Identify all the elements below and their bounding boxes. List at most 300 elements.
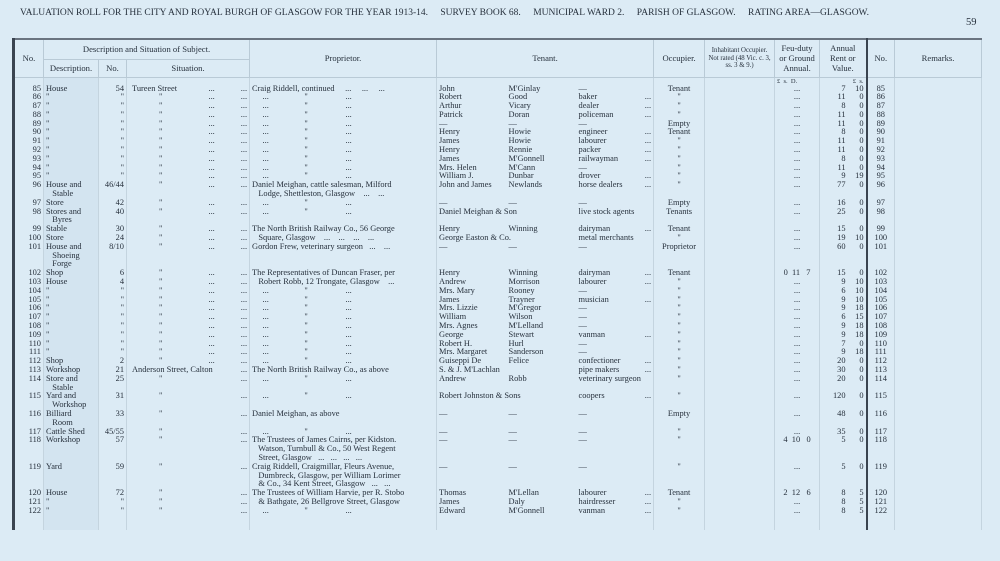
row-situation-cell — [127, 155, 250, 164]
row-situation: " — [159, 197, 163, 207]
row-feu-duty: ... — [775, 93, 820, 102]
row-number-right: 106 — [867, 304, 895, 313]
row-tenant-occupation-cell — [577, 436, 654, 462]
row-feu-duty: 0 11 7 — [775, 269, 820, 278]
row-number: 100 — [14, 234, 44, 243]
row-description: " — [44, 172, 99, 181]
annual-units: £ s. — [820, 77, 867, 85]
situation-dots-1: ... — [208, 127, 215, 137]
row-street-number: " — [99, 287, 127, 296]
annual-shillings: 10 — [855, 233, 864, 243]
row-description: Workshop — [44, 436, 99, 462]
row-number: 112 — [14, 357, 44, 366]
situation-wrap — [129, 243, 247, 252]
row-occupier: " — [654, 463, 705, 489]
row-inhabitant-occupier — [705, 463, 775, 489]
row-number-right: 107 — [867, 313, 895, 322]
row-proprietor: Craig Riddell, Craigmillar, Fleurs Avenue, Dumbreck, Glasgow, per William Lorimer & Co., 34 Kent Street, Glasgow ... ... — [250, 463, 437, 489]
row-street-number: " — [99, 172, 127, 181]
row-tenant-occupation: hairdresser — [578, 496, 616, 506]
occupation-wrap — [579, 181, 652, 190]
situation-dots-2: ... — [240, 241, 248, 251]
situation-leaders — [241, 375, 247, 384]
situation-wrap — [129, 93, 247, 102]
page-number: 59 — [966, 17, 977, 28]
row-number-right: 121 — [867, 498, 895, 507]
row-tenant-occupation: coopers — [578, 391, 605, 401]
situation-wrap — [129, 199, 247, 208]
row-tenant-occupation: — — [578, 83, 587, 93]
situation-dots-2: ... — [240, 92, 248, 102]
situation-dots-1: ... — [208, 268, 215, 278]
row-description: Store — [44, 199, 99, 208]
situation-dots-1: ... — [208, 321, 215, 331]
row-street-number: 42 — [99, 199, 127, 208]
row-occupier: Tenant — [654, 489, 705, 498]
row-feu-duty: ... — [775, 181, 820, 199]
situation-dots-1: ... — [208, 162, 215, 172]
row-tenant-occupation-cell — [577, 331, 654, 340]
annual-pounds: 15 — [837, 268, 846, 278]
situation-dots-1: ... — [208, 153, 215, 163]
row-situation-cell — [127, 137, 250, 146]
row-description: " — [44, 322, 99, 331]
row-situation: " — [159, 92, 163, 102]
row-tenant-surname: M'Gregor — [508, 303, 542, 313]
annual-pounds: 48 — [837, 408, 846, 418]
row-tenant-first-name: William J. — [439, 171, 474, 181]
row-description: House and Stable — [44, 181, 99, 199]
row-tenant-first-name: Daniel Meighan & Son — [439, 206, 517, 216]
annual-pounds: 7 — [841, 338, 846, 348]
row-occupier: " — [654, 111, 705, 120]
row-tenant-surname: M'Gonnell — [508, 153, 545, 163]
annual-shillings: 0 — [859, 145, 864, 155]
row-feu-duty: ... — [775, 410, 820, 428]
row-situation: " — [159, 496, 163, 506]
row-street-number: " — [99, 102, 127, 111]
situation-wrap — [129, 507, 247, 516]
row-proprietor: Gordon Frew, veterinary surgeon ... ... — [250, 243, 437, 269]
row-remarks — [895, 331, 982, 340]
header-proprietor: Proprietor. — [250, 39, 437, 77]
annual-pounds: 8 — [841, 488, 846, 498]
row-inhabitant-occupier — [705, 155, 775, 164]
row-tenant-surname: Trayner — [508, 294, 535, 304]
row-number-right: 115 — [867, 392, 895, 410]
row-situation: " — [159, 127, 163, 137]
row-tenant-occupation: policeman — [578, 109, 614, 119]
row-description: " — [44, 331, 99, 340]
row-street-number: 40 — [99, 208, 127, 226]
row-situation: " — [159, 347, 163, 357]
row-tenant-first-name: Patrick — [439, 109, 463, 119]
annual-pounds: 9 — [841, 321, 846, 331]
occupation-wrap — [579, 234, 652, 243]
row-remarks — [895, 392, 982, 410]
row-tenant-first-name: William — [439, 312, 467, 322]
row-tenant-surname: Winning — [508, 268, 538, 278]
situation-dots-1: ... — [208, 109, 215, 119]
row-inhabitant-occupier — [705, 498, 775, 507]
row-inhabitant-occupier — [705, 164, 775, 173]
spacer-cell — [867, 516, 895, 530]
row-number-right: 103 — [867, 278, 895, 287]
situation-dots-2: ... — [240, 285, 248, 295]
situation-dots-1: ... — [208, 241, 215, 251]
row-situation: " — [159, 171, 163, 181]
annual-shillings: 19 — [855, 171, 864, 181]
header-occupier: Occupier. — [654, 39, 705, 77]
row-occupier: Empty — [654, 410, 705, 428]
situation-wrap — [129, 120, 247, 129]
occupation-dots: ... — [644, 180, 652, 190]
row-number: 106 — [14, 304, 44, 313]
row-proprietor: ... " ... — [250, 304, 437, 313]
row-street-number: 2 — [99, 357, 127, 366]
row-number: 117 — [14, 428, 44, 437]
situation-wrap — [129, 489, 247, 498]
occupation-dots: ... — [644, 109, 652, 119]
row-feu-duty: ... — [775, 392, 820, 410]
row-situation: " — [159, 373, 163, 383]
situation-dots-2: ... — [240, 338, 248, 348]
row-situation-cell — [127, 366, 250, 375]
header-description: Description. — [44, 59, 99, 77]
row-description: Billiard Room — [44, 410, 99, 428]
row-annual-value-cell — [820, 436, 867, 462]
row-tenant-surname — [507, 208, 577, 226]
row-occupier: " — [654, 428, 705, 437]
row-tenant-occupation-cell — [577, 155, 654, 164]
row-tenant-first-name: Robert — [439, 92, 462, 102]
row-proprietor: ... " ... — [250, 348, 437, 357]
row-description: " — [44, 498, 99, 507]
occupation-wrap — [579, 340, 652, 349]
row-description: Cattle Shed — [44, 428, 99, 437]
row-remarks — [895, 348, 982, 357]
header-feu-duty: Feu-duty or Ground Annual. — [775, 39, 820, 77]
situation-dots-2: ... — [240, 171, 248, 181]
row-feu-duty: ... — [775, 225, 820, 234]
row-situation-cell — [127, 199, 250, 208]
row-tenant-surname: Wilson — [508, 312, 533, 322]
row-street-number: " — [99, 322, 127, 331]
occupation-dots: ... — [644, 365, 652, 374]
situation-wrap — [129, 128, 247, 137]
row-remarks — [895, 375, 982, 393]
row-proprietor: ... " ... — [250, 375, 437, 393]
row-number-right: 99 — [867, 225, 895, 234]
situation-wrap — [129, 155, 247, 164]
row-situation-cell — [127, 428, 250, 437]
annual-pounds: 8 — [841, 153, 846, 163]
annual-pounds: 9 — [841, 171, 846, 181]
occupation-dots: ... — [644, 92, 652, 102]
row-number-right: 114 — [867, 375, 895, 393]
row-street-number: " — [99, 120, 127, 129]
row-street-number: 46/44 — [99, 181, 127, 199]
row-tenant-occupation: — — [578, 347, 587, 357]
situation-dots-1: ... — [208, 118, 215, 128]
row-tenant-surname: Morrison — [508, 277, 540, 287]
annual-pounds: 16 — [837, 197, 846, 207]
row-feu-duty: 4 10 0 — [775, 436, 820, 462]
occupation-wrap — [579, 208, 652, 217]
row-number: 107 — [14, 313, 44, 322]
situation-wrap — [129, 392, 247, 401]
situation-dots-1: ... — [208, 101, 215, 111]
row-tenant-first-name: Robert H. — [439, 338, 473, 348]
annual-value — [822, 181, 864, 190]
row-number: 94 — [14, 164, 44, 173]
row-inhabitant-occupier — [705, 102, 775, 111]
row-tenant-occupation: labourer — [578, 136, 607, 146]
row-street-number: 4 — [99, 278, 127, 287]
row-tenant-surname: Newlands — [508, 180, 543, 190]
annual-shillings: 15 — [855, 312, 864, 322]
row-remarks — [895, 463, 982, 489]
situation-leaders — [241, 463, 247, 472]
row-occupier: Tenant — [654, 85, 705, 94]
situation-dots-2: ... — [240, 373, 248, 383]
row-description: Stores and Byres — [44, 208, 99, 226]
annual-shillings: 18 — [855, 329, 864, 339]
row-tenant-occupation-cell — [577, 243, 654, 269]
row-proprietor: The Representatives of Duncan Fraser, per — [250, 269, 437, 278]
row-occupier: " — [654, 375, 705, 393]
annual-pounds: 20 — [837, 356, 846, 366]
row-description: " — [44, 313, 99, 322]
row-tenant-first-name: Henry — [439, 127, 460, 137]
row-situation-cell — [127, 146, 250, 155]
row-tenant-first-name: Mrs. Margaret — [439, 347, 488, 357]
header-description-group: Description and Situation of Subject. — [44, 39, 250, 59]
annual-pounds: 25 — [837, 206, 846, 216]
annual-pounds: 11 — [837, 92, 846, 102]
situation-wrap — [129, 287, 247, 296]
row-occupier: " — [654, 278, 705, 287]
row-tenant-first-name: — — [439, 118, 448, 128]
situation-dots-2: ... — [240, 145, 248, 155]
annual-pounds: 11 — [837, 118, 846, 128]
annual-shillings: 0 — [859, 356, 864, 366]
situation-dots-2: ... — [240, 303, 248, 313]
row-number-right: 96 — [867, 181, 895, 199]
row-street-number: 8/10 — [99, 243, 127, 269]
row-remarks — [895, 155, 982, 164]
row-feu-duty: ... — [775, 146, 820, 155]
row-tenant-occupation-cell — [577, 296, 654, 305]
row-number-right: 120 — [867, 489, 895, 498]
row-inhabitant-occupier — [705, 85, 775, 94]
row-inhabitant-occupier — [705, 340, 775, 349]
annual-shillings: 0 — [859, 268, 864, 278]
row-tenant-occupation-cell — [577, 304, 654, 313]
situation-wrap — [129, 225, 247, 234]
row-tenant-first-name: — — [439, 197, 448, 207]
row-description: Stable — [44, 225, 99, 234]
row-feu-duty: ... — [775, 199, 820, 208]
table-row — [14, 507, 982, 516]
row-inhabitant-occupier — [705, 296, 775, 305]
table-row — [14, 208, 982, 226]
row-description: " — [44, 137, 99, 146]
row-tenant-surname: Doran — [508, 109, 530, 119]
row-tenant-occupation-cell — [577, 111, 654, 120]
row-situation: " — [159, 277, 163, 287]
situation-dots-2: ... — [240, 153, 248, 163]
row-tenant-occupation: pipe makers — [578, 365, 620, 374]
row-proprietor: ... " ... — [250, 120, 437, 129]
occupation-wrap — [579, 111, 652, 120]
row-occupier: " — [654, 340, 705, 349]
row-number: 122 — [14, 507, 44, 516]
row-tenant-occupation: — — [578, 408, 587, 418]
row-tenant-surname: Hurl — [508, 338, 524, 348]
row-description: Yard — [44, 463, 99, 489]
situation-dots-1: ... — [208, 83, 215, 93]
row-description: Yard and Workshop — [44, 392, 99, 410]
annual-shillings: 0 — [859, 391, 864, 401]
row-description: " — [44, 304, 99, 313]
situation-dots-1: ... — [208, 224, 215, 234]
occupation-wrap — [579, 428, 652, 437]
situation-dots-2: ... — [240, 356, 248, 366]
row-occupier: " — [654, 331, 705, 340]
row-situation: " — [159, 241, 163, 251]
row-description: " — [44, 93, 99, 102]
row-feu-duty: ... — [775, 428, 820, 437]
situation-dots-1: ... — [208, 338, 215, 348]
annual-pounds: 35 — [837, 426, 846, 436]
row-situation-cell — [127, 296, 250, 305]
row-occupier: " — [654, 93, 705, 102]
header-no: No. — [14, 39, 44, 77]
annual-pounds: 6 — [841, 312, 846, 322]
occupation-dots: ... — [644, 488, 652, 498]
row-description: " — [44, 348, 99, 357]
row-description: " — [44, 155, 99, 164]
row-street-number: " — [99, 498, 127, 507]
row-tenant-occupation: — — [578, 338, 587, 348]
occupation-wrap — [579, 463, 652, 472]
row-tenant-first-name: Mrs. Helen — [439, 162, 477, 172]
row-inhabitant-occupier — [705, 489, 775, 498]
row-number-right: 85 — [867, 85, 895, 94]
row-proprietor: ... " ... — [250, 164, 437, 173]
occupation-dots: ... — [644, 101, 652, 111]
row-situation: " — [159, 224, 163, 234]
situation-dots-2: ... — [240, 277, 248, 287]
row-number: 90 — [14, 128, 44, 137]
row-remarks — [895, 85, 982, 94]
row-inhabitant-occupier — [705, 357, 775, 366]
situation-wrap — [129, 436, 247, 445]
row-situation-cell — [127, 225, 250, 234]
row-situation: " — [159, 233, 163, 243]
row-situation-cell — [127, 489, 250, 498]
situation-dots-1: ... — [208, 233, 215, 243]
row-tenant-occupation: engineer — [578, 127, 608, 137]
row-remarks — [895, 208, 982, 226]
row-tenant-occupation: — — [578, 285, 587, 295]
row-situation-cell — [127, 340, 250, 349]
row-inhabitant-occupier — [705, 137, 775, 146]
row-feu-duty: ... — [775, 304, 820, 313]
row-tenant-surname: M'Lelland — [508, 321, 544, 331]
row-inhabitant-occupier — [705, 208, 775, 226]
row-situation-cell — [127, 181, 250, 199]
row-situation-cell — [127, 269, 250, 278]
row-occupier: Empty — [654, 120, 705, 129]
situation-dots-2: ... — [240, 408, 248, 418]
row-number: 99 — [14, 225, 44, 234]
row-inhabitant-occupier — [705, 375, 775, 393]
row-proprietor: The Trustees of William Harvie, per R. Stobo — [250, 489, 437, 498]
row-remarks — [895, 225, 982, 234]
situation-wrap — [129, 111, 247, 120]
row-number: 103 — [14, 278, 44, 287]
row-remarks — [895, 357, 982, 366]
row-inhabitant-occupier — [705, 199, 775, 208]
annual-pounds: 9 — [841, 303, 846, 313]
row-number: 85 — [14, 85, 44, 94]
row-situation: " — [159, 303, 163, 313]
occupation-dots: ... — [644, 136, 652, 146]
annual-shillings: 0 — [859, 101, 864, 111]
situation-wrap — [129, 102, 247, 111]
row-tenant-first-name: James — [439, 136, 460, 146]
row-remarks — [895, 120, 982, 129]
row-street-number: " — [99, 296, 127, 305]
row-feu-duty: ... — [775, 243, 820, 269]
row-inhabitant-occupier — [705, 225, 775, 234]
row-inhabitant-occupier — [705, 348, 775, 357]
row-tenant-occupation: — — [578, 162, 587, 172]
row-situation: " — [159, 118, 163, 128]
table-row — [14, 463, 982, 489]
situation-dots-1: ... — [208, 206, 215, 216]
row-occupier: Tenant — [654, 225, 705, 234]
row-description: " — [44, 102, 99, 111]
row-number: 102 — [14, 269, 44, 278]
row-situation-cell — [127, 498, 250, 507]
row-proprietor: ... " ... — [250, 208, 437, 226]
row-number: 92 — [14, 146, 44, 155]
row-situation-cell — [127, 243, 250, 269]
row-remarks — [895, 304, 982, 313]
situation-wrap — [129, 164, 247, 173]
row-inhabitant-occupier — [705, 111, 775, 120]
row-proprietor: ... " ... — [250, 340, 437, 349]
annual-pounds: 9 — [841, 347, 846, 357]
valuation-table — [12, 38, 982, 530]
row-occupier: " — [654, 322, 705, 331]
row-proprietor: ... " ... — [250, 296, 437, 305]
row-feu-duty: ... — [775, 172, 820, 181]
annual-shillings: 18 — [855, 321, 864, 331]
row-number: 101 — [14, 243, 44, 269]
row-tenant-first-name: George — [439, 329, 464, 339]
situation-dots-1: ... — [208, 145, 215, 155]
row-proprietor: ... " ... — [250, 331, 437, 340]
row-situation: " — [159, 109, 163, 119]
occupation-wrap — [579, 313, 652, 322]
row-tenant-occupation: drover — [578, 171, 601, 181]
situation-dots-1: ... — [208, 303, 215, 313]
row-street-number: " — [99, 111, 127, 120]
